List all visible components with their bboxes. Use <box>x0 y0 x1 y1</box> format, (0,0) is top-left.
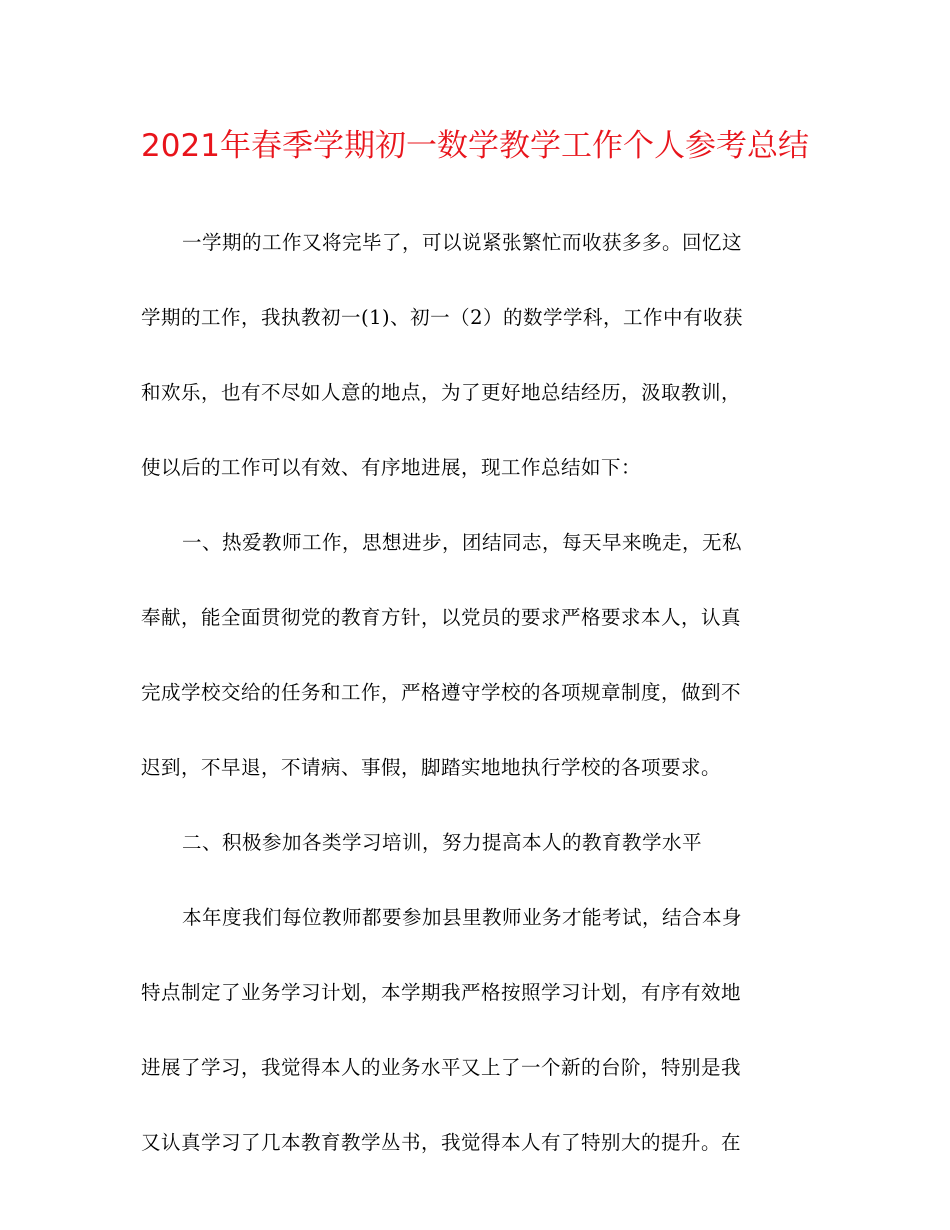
paragraph-line: 本年度我们每位教师都要参加县里教师业务才能考试，结合本身 <box>182 906 743 929</box>
section-heading: 二、积极参加各类学习培训，努力提高本人的教育教学水平 <box>182 831 703 854</box>
paragraph-line: 特点制定了业务学习计划，本学期我严格按照学习计划，有序有效地 <box>141 981 742 1004</box>
paragraph-line: 迟到，不早退，不请病、事假，脚踏实地地执行学校的各项要求。 <box>141 756 722 779</box>
paragraph-line: 进展了学习，我觉得本人的业务水平又上了一个新的台阶，特别是我 <box>141 1056 742 1079</box>
paragraph-line: 一、热爱教师工作，思想进步，团结同志，每天早来晚走，无私 <box>182 531 743 554</box>
paragraph-line: 奉献，能全面贯彻党的教育方针，以党员的要求严格要求本人，认真 <box>141 606 742 629</box>
document-title: 2021年春季学期初一数学教学工作个人参考总结 <box>141 128 809 164</box>
paragraph-line: 完成学校交给的任务和工作，严格遵守学校的各项规章制度，做到不 <box>141 681 742 704</box>
paragraph-line: 使以后的工作可以有效、有序地进展，现工作总结如下： <box>141 456 642 479</box>
paragraph-line: 学期的工作，我执教初一(1)、初一（2）的数学学科，工作中有收获 <box>141 306 744 329</box>
paragraph-line: 一学期的工作又将完毕了，可以说紧张繁忙而收获多多。回忆这 <box>182 231 743 254</box>
paragraph-line: 又认真学习了几本教育教学丛书，我觉得本人有了特别大的提升。在 <box>141 1131 742 1154</box>
paragraph-line: 和欢乐，也有不尽如人意的地点，为了更好地总结经历，汲取教训， <box>141 381 742 404</box>
